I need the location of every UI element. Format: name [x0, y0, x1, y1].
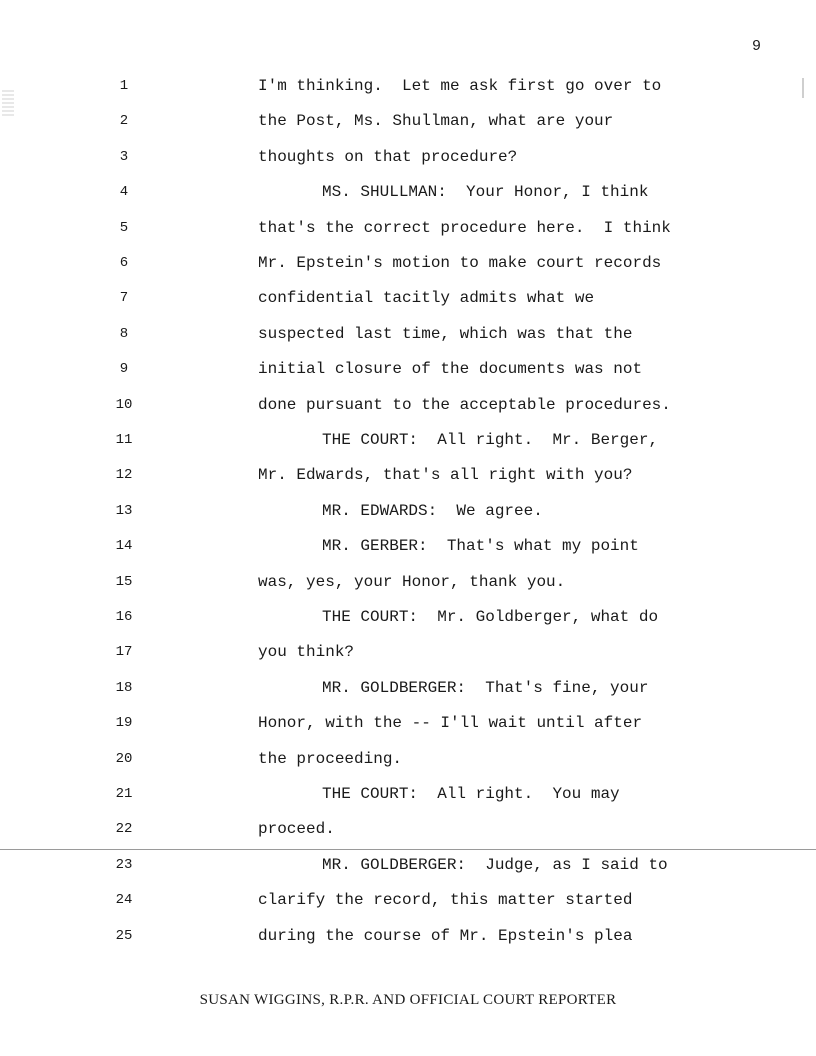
line-number: 2 [119, 113, 129, 130]
line-number: 19 [115, 715, 133, 732]
transcript-line [0, 216, 816, 240]
transcript-line [0, 286, 816, 310]
line-number: 23 [115, 856, 133, 873]
line-text: MS. SHULLMAN: Your Honor, I think [322, 183, 649, 202]
transcript-line [0, 463, 816, 487]
line-text: THE COURT: Mr. Goldberger, what do [322, 608, 659, 626]
transcript-line [0, 357, 816, 381]
line-text: clarify the record, this matter started [258, 891, 633, 910]
line-number: 21 [115, 786, 133, 802]
line-number: 17 [115, 644, 133, 661]
line-number: 3 [119, 148, 129, 165]
line-text: suspected last time, which was that the [258, 324, 633, 343]
line-text: MR. GERBER: That's what my point [322, 537, 639, 556]
line-text: Mr. Edwards, that's all right with you? [258, 466, 633, 485]
transcript-line [0, 251, 816, 275]
line-text: the Post, Ms. Shullman, what are your [258, 112, 614, 131]
transcript-line [0, 570, 816, 594]
transcript-line [0, 676, 816, 700]
transcript-line [0, 322, 816, 346]
line-number: 8 [119, 325, 129, 342]
line-number: 20 [115, 750, 133, 767]
line-text: THE COURT: All right. You may [322, 785, 620, 803]
transcript-line [0, 534, 816, 558]
line-number: 1 [119, 78, 129, 94]
line-number: 7 [119, 290, 129, 307]
transcript-line [0, 888, 816, 912]
line-number: 18 [115, 679, 133, 696]
line-text: confidential tacitly admits what we [258, 289, 595, 308]
line-text: the proceeding. [258, 749, 403, 768]
transcript-line [0, 924, 816, 948]
line-number: 12 [115, 467, 133, 484]
transcript-line [0, 853, 816, 877]
line-text: you think? [258, 643, 355, 662]
transcript-line [0, 782, 816, 806]
line-text: MR. GOLDBERGER: That's fine, your [322, 678, 649, 697]
transcript-line [0, 393, 816, 417]
line-text: Honor, with the -- I'll wait until after [258, 714, 643, 733]
transcript-line [0, 74, 816, 98]
transcript-line [0, 180, 816, 204]
line-number: 22 [115, 821, 133, 838]
scan-rule-line [0, 849, 816, 850]
transcript-line [0, 428, 816, 452]
line-number: 6 [119, 255, 129, 271]
line-number: 24 [115, 892, 133, 909]
line-number: 14 [115, 538, 133, 555]
line-text: done pursuant to the acceptable procedures. [258, 395, 671, 414]
line-text: MR. GOLDBERGER: Judge, as I said to [322, 855, 668, 874]
line-number: 25 [115, 927, 133, 944]
line-number: 15 [115, 573, 133, 590]
line-number: 5 [119, 219, 129, 236]
transcript-line [0, 109, 816, 133]
transcript-line [0, 605, 816, 629]
line-text: initial closure of the documents was not [258, 360, 643, 379]
page-number: 9 [752, 38, 762, 55]
line-text: Mr. Epstein's motion to make court records [258, 254, 662, 272]
transcript-line [0, 640, 816, 664]
transcript-line [0, 499, 816, 523]
transcript-line [0, 711, 816, 735]
transcript-line [0, 145, 816, 169]
line-text: that's the correct procedure here. I think [258, 218, 671, 237]
line-text: was, yes, your Honor, thank you. [258, 572, 566, 591]
line-text: during the course of Mr. Epstein's plea [258, 926, 633, 945]
line-number: 11 [115, 432, 133, 448]
line-number: 13 [115, 502, 133, 519]
line-text: MR. EDWARDS: We agree. [322, 501, 543, 520]
reporter-footer: SUSAN WIGGINS, R.P.R. AND OFFICIAL COURT REPORTER [199, 992, 617, 1008]
line-number: 4 [119, 184, 129, 201]
line-text: THE COURT: All right. Mr. Berger, [322, 431, 659, 449]
line-number: 16 [115, 609, 133, 625]
line-text: thoughts on that procedure? [258, 147, 518, 166]
line-text: I'm thinking. Let me ask first go over to [258, 77, 662, 95]
line-text: proceed. [258, 820, 335, 839]
line-number: 10 [115, 396, 133, 413]
transcript-line [0, 817, 816, 841]
line-number: 9 [119, 361, 129, 378]
transcript-line [0, 747, 816, 771]
